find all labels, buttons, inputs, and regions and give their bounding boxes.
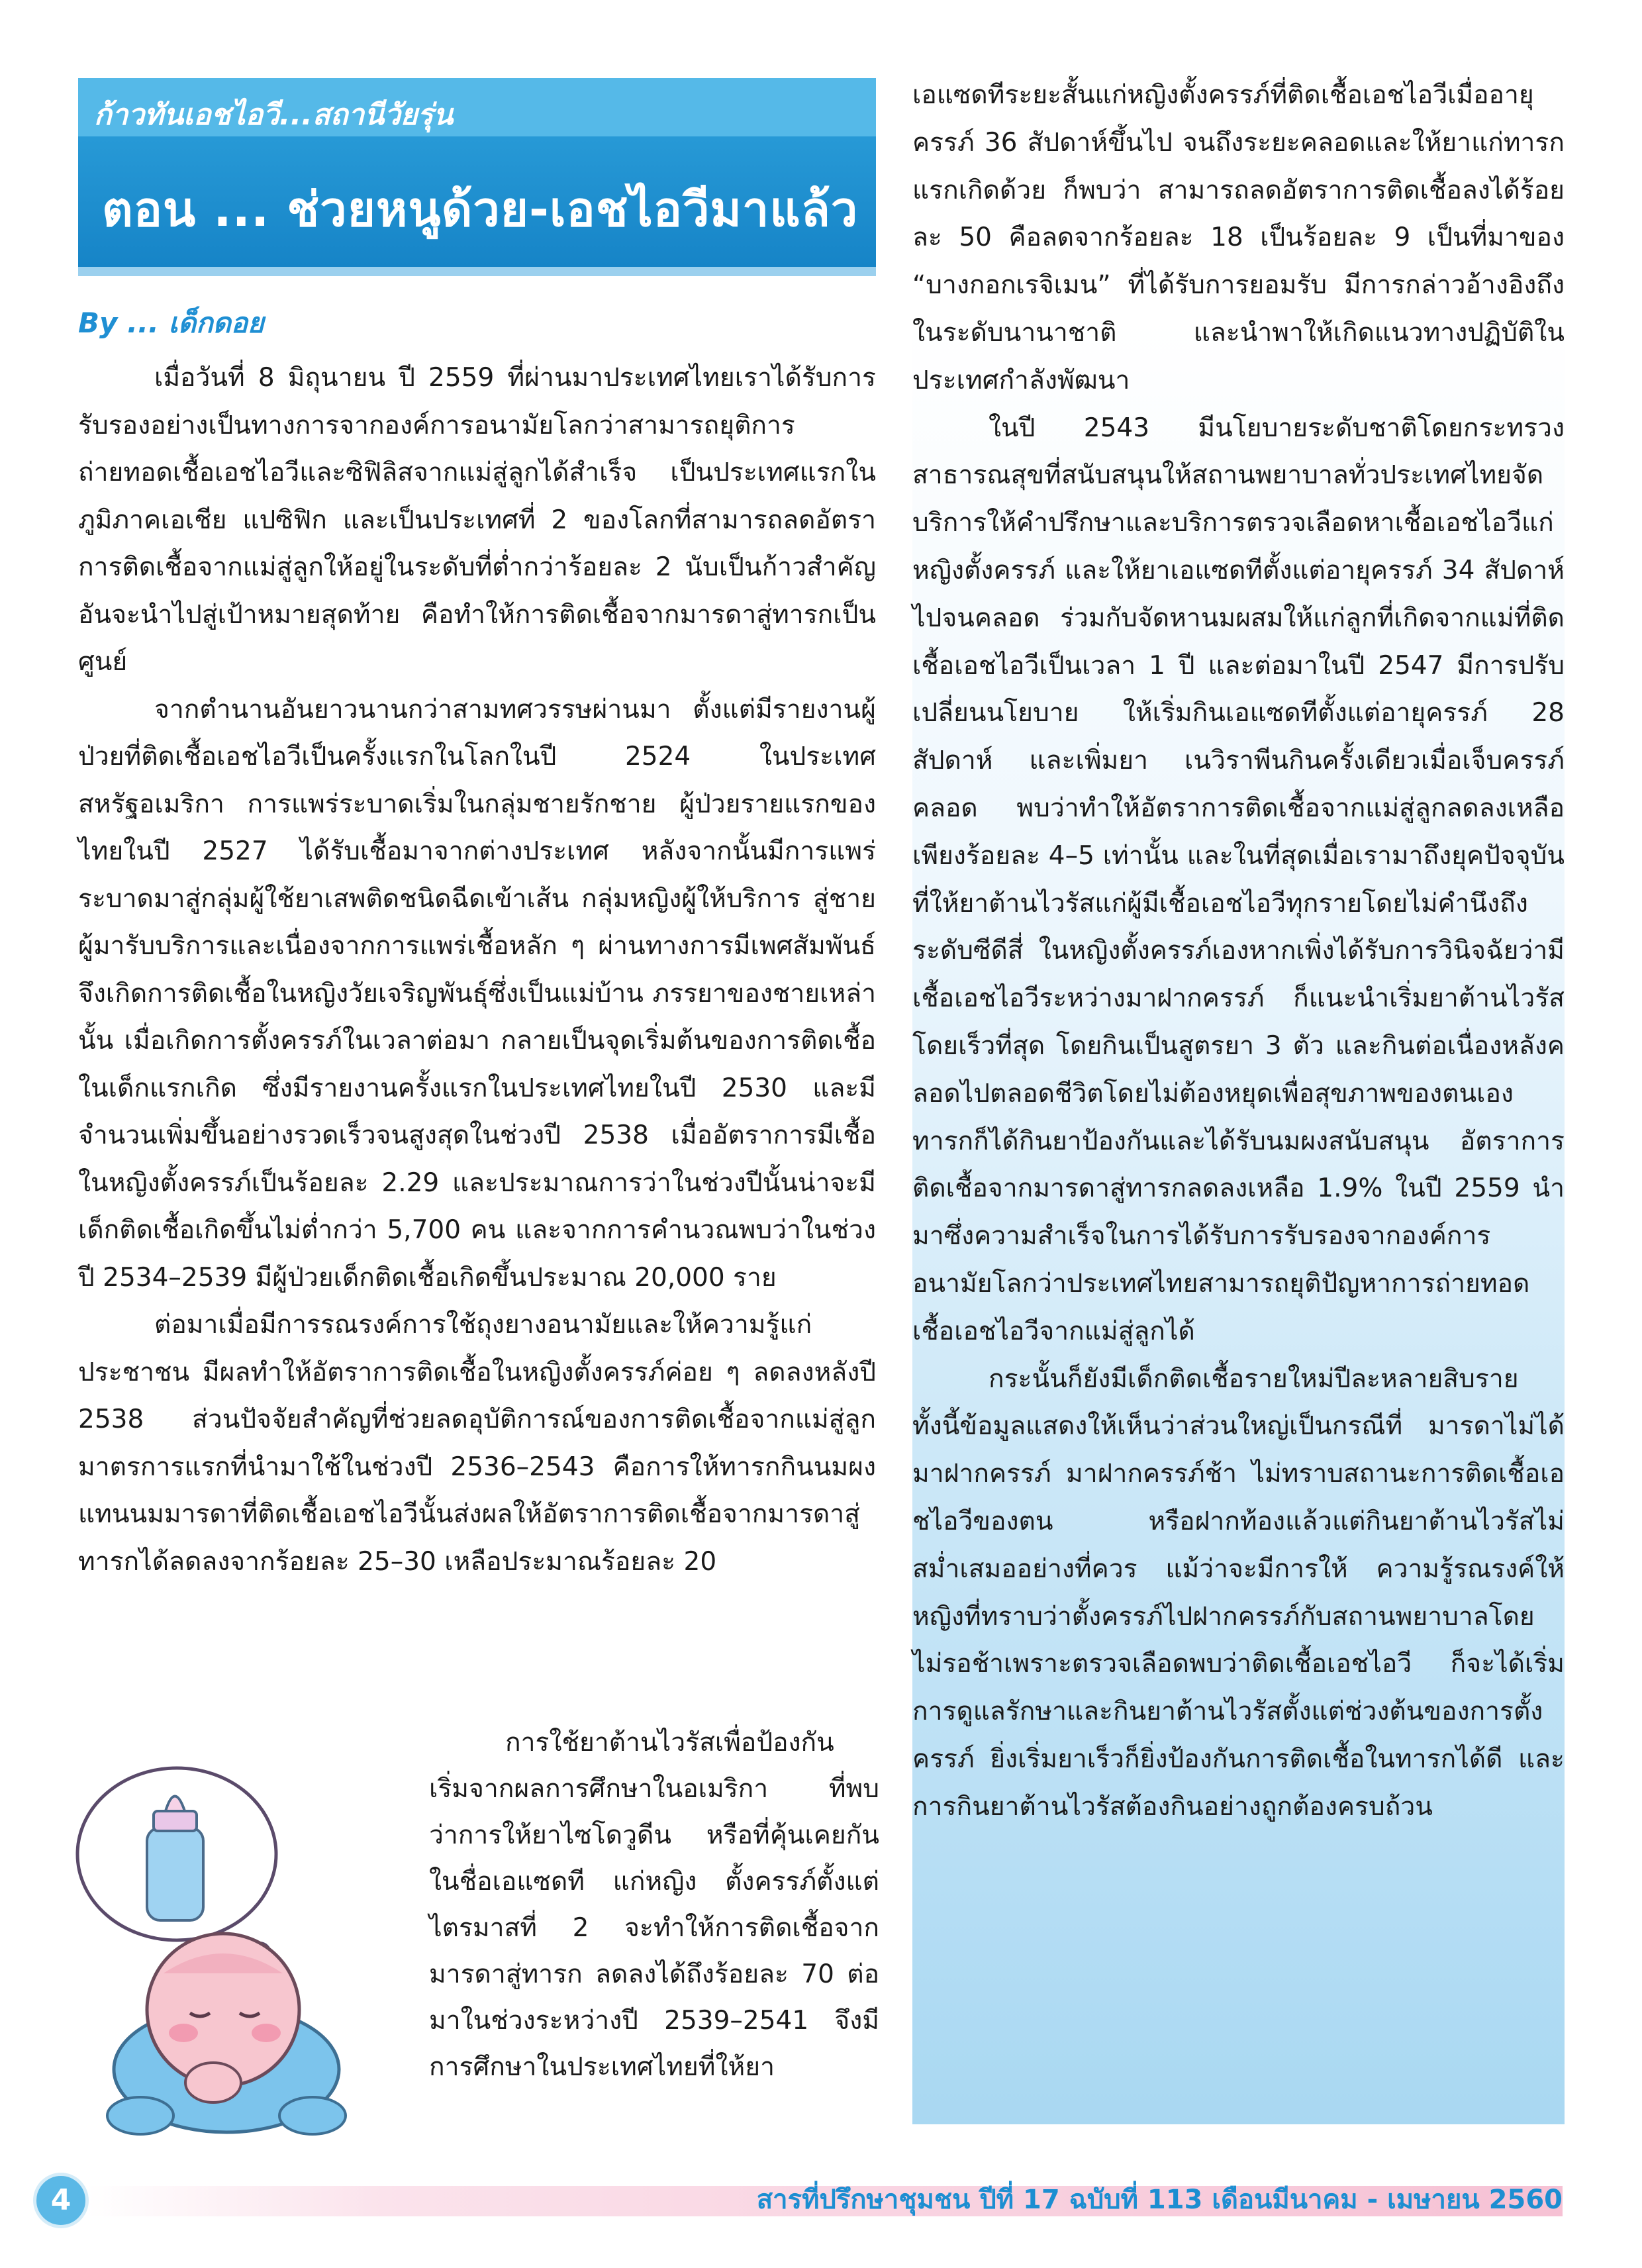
paragraph: จากตำนานอันยาวนานกว่าสามทศวรรษผ่านมา ตั้งแต่มีรายงานผู้ป่วยที่ติดเชื้อเอชไอวีเป็นครั้งแรกในโลกในปี 2524 ในประเทศสหรัฐอเมริกา การแพร่ระบาดเริ่มในกลุ่มชายรักชาย ผู้ป่วยรายแรกของไทยในปี 2527 ได้รับเชื้อมาจากต่างประเทศ หลังจากนั้นมีการแพร่ระบาดมาสู่กลุ่มผู้ใช้ยาเสพติดชนิดฉีดเข้าเส้น กลุ่มหญิงผู้ให้บริการ สู่ชายผู้มารับบริการและเนื่องจากการแพร่เชื้อหลัก ๆ ผ่านทางการมีเพศสัมพันธ์ จึงเกิดการติดเชื้อในหญิงวัยเจริญพันธุ์ซึ่งเป็นแม่บ้าน ภรรยาของชายเหล่านั้น เมื่อเกิดการตั้งครรภ์ในเวลาต่อมา กลายเป็นจุดเริ่มต้นของการติดเชื้อในเด็กแรกเกิด ซึ่งมีรายงานครั้งแรกในประเทศไทยในปี 2530 และมีจำนวนเพิ่มขึ้นอย่างรวดเร็วจนสูงสุดในช่วงปี 2538 เมื่ออัตราการมีเชื้อในหญิงตั้งครรภ์เป็นร้อยละ 2.29 และประมาณการว่าในช่วงปีนั้นน่าจะมีเด็กติดเชื้อเกิดขึ้นไม่ต่ำกว่า 5,700 คน และจากการคำนวณพบว่าในช่วงปี 2534–2539 มีผู้ป่วยเด็กติดเชื้อเกิดขึ้นประมาณ 20,000 ราย: [78, 694, 876, 1293]
float-text-block: [429, 1720, 879, 2091]
column-subtitle: ก้าวทันเอชไอวี...สถานีวัยรุ่น: [94, 98, 454, 132]
left-column: [78, 78, 876, 1585]
publication-info: สารที่ปรึกษาชุมชน ปีที่ 17 ฉบับที่ 113 เดือนมีนาคม - เมษายน 2560: [756, 2185, 1563, 2215]
paragraph: ต่อมาเมื่อมีการรณรงค์การใช้ถุงยางอนามัยและให้ความรู้แก่ประชาชน มีผลทำให้อัตราการติดเชื้อในหญิงตั้งครรภ์ค่อย ๆ ลดลงหลังปี 2538 ส่วนปัจจัยสำคัญที่ช่วยลดอุบัติการณ์ของการติดเชื้อจากแม่สู่ลูก มาตรการแรกที่นำมาใช้ในช่วงปี 2536–2543 คือการให้ทารกกินนมผงแทนนมมารดาที่ติดเชื้อเอชไอวีนั้นส่งผลให้อัตราการติดเชื้อจากมารดาสู่ทารกได้ลดลงจากร้อยละ 25–30 เหลือประมาณร้อยละ 20: [78, 1310, 876, 1577]
article-header: [78, 78, 876, 276]
paragraph: เอแซดทีระยะสั้นแก่หญิงตั้งครรภ์ที่ติดเชื้อเอชไอวีเมื่ออายุครรภ์ 36 สัปดาห์ขึ้นไป จนถึงระยะคลอดและให้ยาแก่ทารกแรกเกิดด้วย ก็พบว่า สามารถลดอัตราการติดเชื้อลงได้ร้อยละ 50 คือลดจากร้อยละ 18 เป็นร้อยละ 9 เป็นที่มาของ “บางกอกเรจิเมน” ที่ได้รับการยอมรับ มีการกล่าวอ้างอิงถึงในระดับนานาชาติ และนำพาให้เกิดแนวทางปฏิบัติในประเทศกำลังพัฒนา: [912, 80, 1565, 395]
paragraph: ในปี 2543 มีนโยบายระดับชาติโดยกระทรวงสาธารณสุขที่สนับสนุนให้สถานพยาบาลทั่วประเทศไทยจัดบริการให้คำปรึกษาและบริการตรวจเลือดหาเชื้อเอชไอวีแก่หญิงตั้งครรภ์ และให้ยาเอแซดทีตั้งแต่อายุครรภ์ 34 สัปดาห์ไปจนคลอด ร่วมกับจัดหานมผสมให้แก่ลูกที่เกิดจากแม่ที่ติดเชื้อเอชไอวีเป็นเวลา 1 ปี และต่อมาในปี 2547 มีการปรับเปลี่ยนนโยบาย ให้เริ่มกินเอแซดทีตั้งแต่อายุครรภ์ 28 สัปดาห์ และเพิ่มยา เนวิราพีนกินครั้งเดียวเมื่อเจ็บครรภ์คลอด พบว่าทำให้อัตราการติดเชื้อจากแม่สู่ลูกลดลงเหลือเพียงร้อยละ 4–5 เท่านั้น และในที่สุดเมื่อเรามาถึงยุคปัจจุบันที่ให้ยาต้านไวรัสแก่ผู้มีเชื้อเอชไอวีทุกรายโดยไม่คำนึงถึงระดับซีดีสี่ ในหญิงตั้งครรภ์เองหากเพิ่งได้รับการวินิจฉัยว่ามีเชื้อเอชไอวีระหว่างมาฝากครรภ์ ก็แนะนำเริ่มยาต้านไวรัสโดยเร็วที่สุด โดยกินเป็นสูตรยา 3 ตัว และกินต่อเนื่องหลังคลอดไปตลอดชีวิตโดยไม่ต้องหยุดเพื่อสุขภาพของตนเอง ทารกก็ได้กินยาป้องกันและได้รับนมผงสนับสนุน อัตราการติดเชื้อจากมารดาสู่ทารกลดลงเหลือ 1.9% ในปี 2559 นำมาซึ่งความสำเร็จในการได้รับการรับรองจากองค์การอนามัยโลกว่าประเทศไทยสามารถยุติปัญหาการถ่ายทอดเชื้อเอชไอวีจากแม่สู่ลูกได้: [912, 413, 1565, 1346]
byline: By ... เด็กดอย: [78, 307, 264, 339]
paragraph: เมื่อวันที่ 8 มิถุนายน ปี 2559 ที่ผ่านมาประเทศไทยเราได้รับการรับรองอย่างเป็นทางการจากองค์การอนามัยโลกว่าสามารถยุติการถ่ายทอดเชื้อเอชไอวีและซิฟิลิสจากแม่สู่ลูกได้สำเร็จ เป็นประเทศแรกในภูมิภาคเอเชีย แปซิฟิก และเป็นประเทศที่ 2 ของโลกที่สามารถลดอัตราการติดเชื้อจากแม่สู่ลูกให้อยู่ในระดับที่ต่ำกว่าร้อยละ 2 นับเป็นก้าวสำคัญ อันจะนำไปสู่เป้าหมายสุดท้าย คือทำให้การติดเชื้อจากมารดาสู่ทารกเป็นศูนย์: [78, 363, 876, 677]
article-title: ตอน ... ช่วยหนูด้วย-เอชไอวีมาแล้ว: [102, 181, 859, 237]
baby-dreaming-illustration: [48, 1755, 432, 2139]
paragraph: กระนั้นก็ยังมีเด็กติดเชื้อรายใหม่ปีละหลายสิบรายทั้งนี้ข้อมูลแสดงให้เห็นว่าส่วนใหญ่เป็นกรณีที่ มารดาไม่ได้มาฝากครรภ์ มาฝากครรภ์ช้า ไม่ทราบสถานะการติดเชื้อเอชไอวีของตน หรือฝากท้องแล้วแต่กินยาต้านไวรัสไม่สม่ำเสมออย่างที่ควร แม้ว่าจะมีการให้ ความรู้รณรงค์ให้หญิงที่ทราบว่าตั้งครรภ์ไปฝากครรภ์กับสถานพยาบาลโดยไม่รอช้าเพราะตรวจเลือดพบว่าติดเชื้อเอชไอวี ก็จะได้เริ่มการดูแลรักษาและกินยาต้านไวรัสตั้งแต่ช่วงต้นของการตั้งครรภ์ ยิ่งเริ่มยาเร็วก็ยิ่งป้องกันการติดเชื้อในทารกได้ดี และการกินยาต้านไวรัสต้องกินอย่างถูกต้องครบถ้วน: [912, 1363, 1565, 1822]
right-column: [912, 72, 1565, 2124]
page-footer: [33, 2169, 1576, 2228]
paragraph: การใช้ยาต้านไวรัสเพื่อป้องกัน เริ่มจากผลการศึกษาในอเมริกา ที่พบว่าการให้ยาไซโดวูดีน หรือที่คุ้นเคยกันในชื่อเอแซดที แก่หญิง ตั้งครรภ์ตั้งแต่ไตรมาสที่ 2 จะทำให้การติดเชื้อจากมารดาสู่ทารก ลดลงได้ถึงร้อยละ 70 ต่อมาในช่วงระหว่างปี 2539–2541 จึงมีการศึกษาในประเทศไทยที่ให้ยา: [429, 1728, 879, 2082]
page-number-badge: 4: [33, 2173, 89, 2228]
